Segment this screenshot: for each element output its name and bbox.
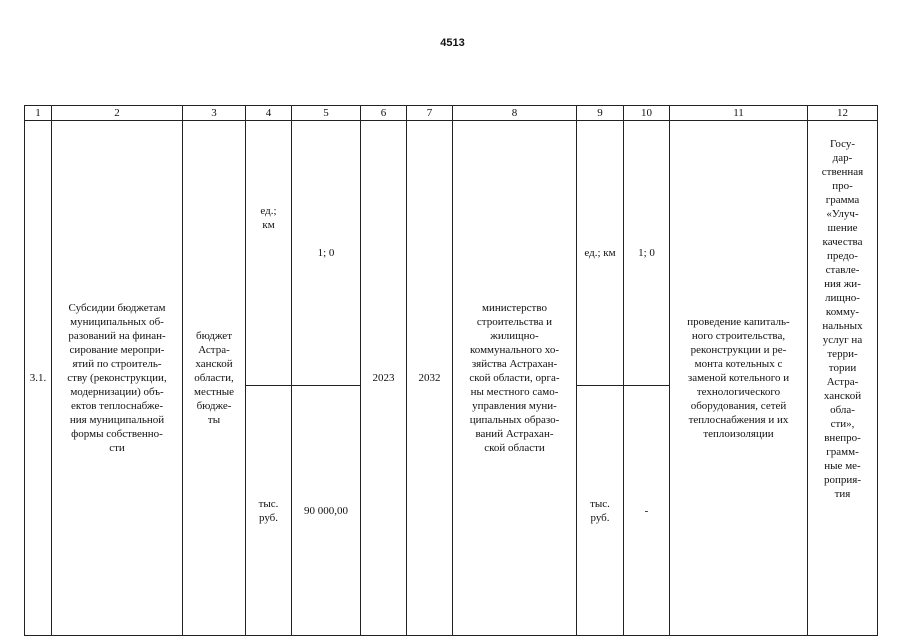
unit-money: тыс. руб.	[246, 386, 292, 636]
page-number: 4513	[440, 37, 465, 49]
measure-name: Субсидии бюджетам муниципальных об- разований на финан- сирование меропри- ятий по строитель- ству (реконструкции, модернизации) объ- ектов теплоснабже- ния муниципальной формы собственно- сти	[52, 121, 183, 636]
funding-source: бюджет Астра- ханской области, местные бюдже- ты	[183, 121, 246, 636]
value-physical: 1; 0	[292, 121, 361, 386]
header-cell: 9	[577, 106, 624, 121]
header-cell: 5	[292, 106, 361, 121]
header-cell: 12	[808, 106, 878, 121]
table-row	[25, 121, 878, 386]
end-year: 2032	[407, 121, 453, 636]
header-cell: 11	[670, 106, 808, 121]
start-year: 2023	[361, 121, 407, 636]
indicator-unit-money: тыс. руб.	[577, 386, 624, 636]
header-cell: 10	[624, 106, 670, 121]
header-cell: 6	[361, 106, 407, 121]
header-cell: 1	[25, 106, 52, 121]
header-cell: 3	[183, 106, 246, 121]
program-table	[24, 105, 878, 636]
header-cell: 4	[246, 106, 292, 121]
row-number: 3.1.	[25, 121, 52, 636]
indicator-value-money: -	[624, 386, 670, 636]
header-cell: 2	[52, 106, 183, 121]
executor: министерство строительства и жилищно- коммунального хо- зяйства Астрахан- ской области, орга- ны местного само- управления муни- ципальных образо- ваний Астрахан- ской области	[453, 121, 577, 636]
value-money: 90 000,00	[292, 386, 361, 636]
indicator-unit-physical: ед.; км	[577, 121, 624, 386]
unit-physical: ед.; км	[246, 121, 292, 386]
header-cell: 7	[407, 106, 453, 121]
program-reference: Госу- дар- ственная про- грамма «Улуч- шение качества предо- ставле- ния жи- лищно- комму- нальных услуг на терри- тории Астра- ханской обла- сти», внепро- грамм- ные ме- роприя- тия	[808, 121, 878, 636]
header-row	[25, 106, 878, 121]
expected-result: проведение капиталь- ного строительства, реконструкции и ре- монта котельных с заменой котельного и технологического оборудования, сетей теплоснабжения и их теплоизоляции	[670, 121, 808, 636]
indicator-value-physical: 1; 0	[624, 121, 670, 386]
header-cell: 8	[453, 106, 577, 121]
